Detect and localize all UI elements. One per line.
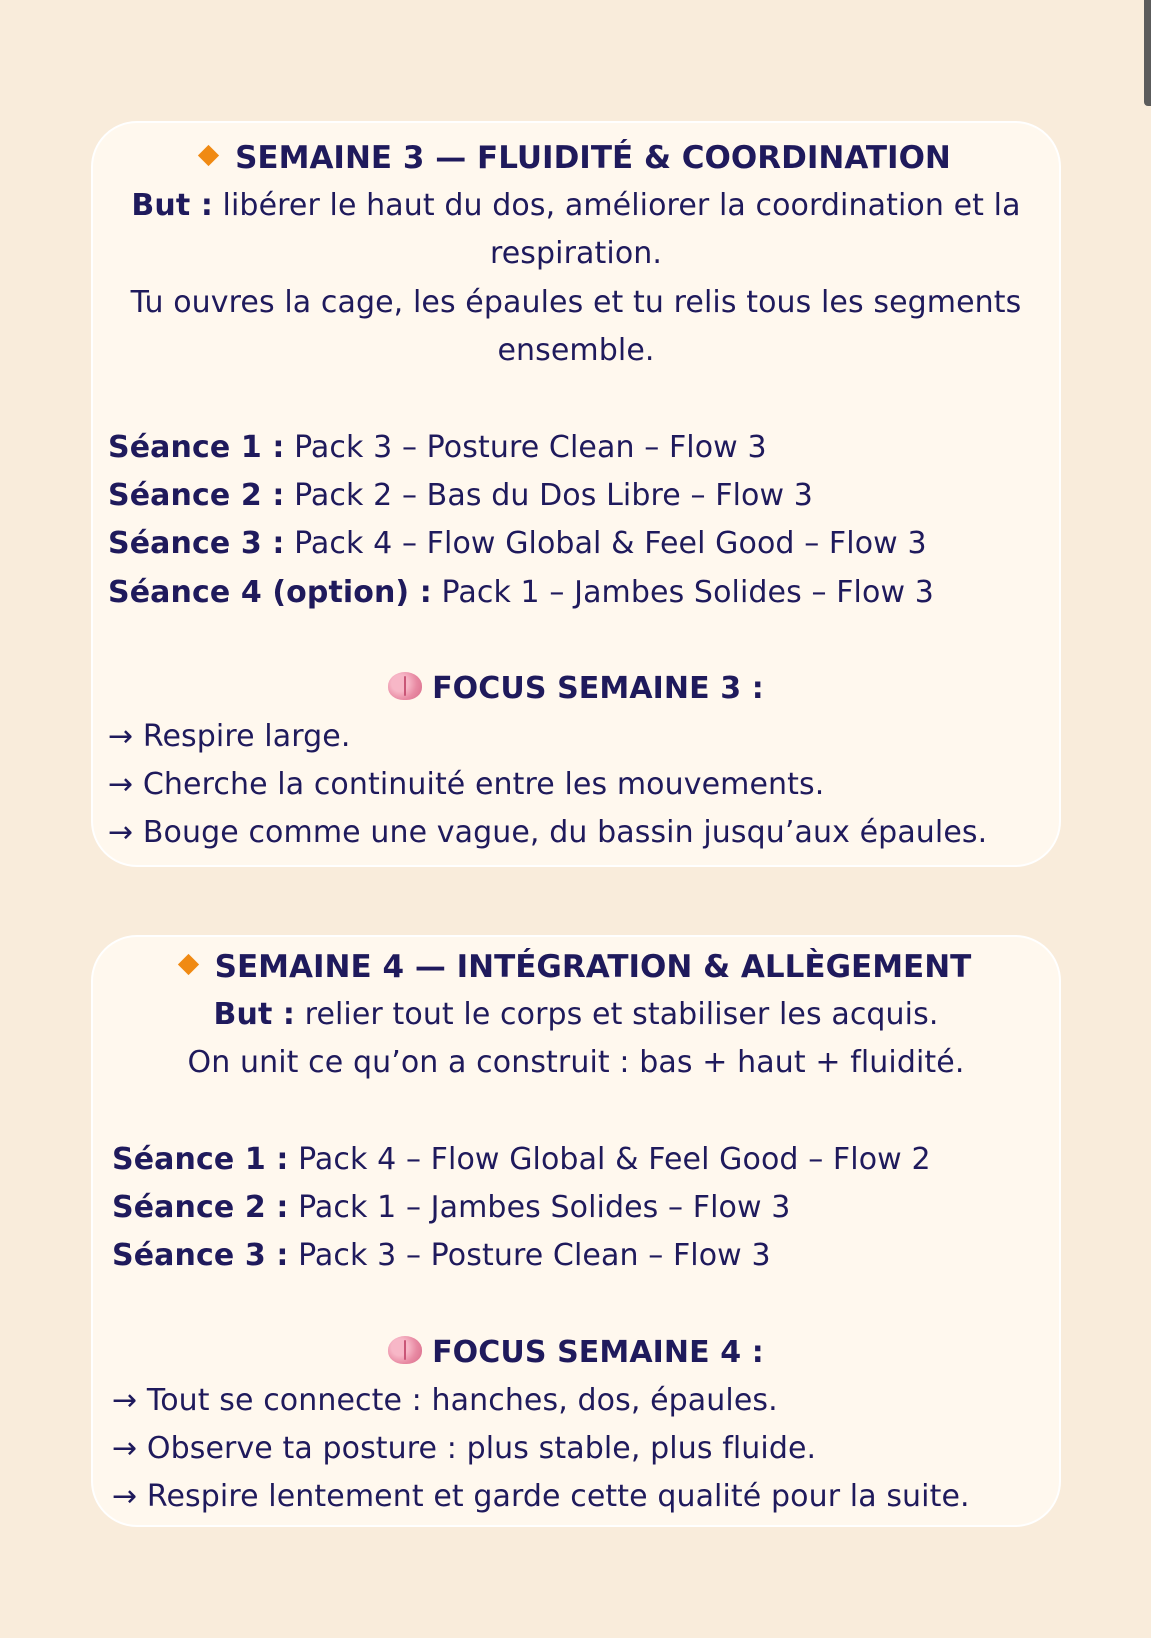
session-text: Pack 1 – Jambes Solides – Flow 3: [431, 575, 934, 610]
week-3-goal-continued: respiration.: [489, 236, 663, 271]
brain-icon: [388, 1336, 422, 1364]
session-item: [93, 472, 1059, 520]
session-item: [93, 1184, 1059, 1232]
focus-item: → Bouge comme une vague, du bassin jusqu’aux épaules.: [108, 815, 988, 850]
focus-item: → Cherche la continuité entre les mouvements.: [108, 767, 825, 802]
session-text: Pack 4 – Flow Global & Feel Good – Flow 3: [284, 526, 927, 561]
diamond-icon: [198, 145, 219, 166]
brain-icon: [388, 672, 422, 700]
week-3-focus-title: FOCUS SEMAINE 3 :: [93, 665, 1059, 713]
diamond-icon: [178, 954, 199, 975]
session-text: Pack 4 – Flow Global & Feel Good – Flow 2: [288, 1142, 931, 1177]
focus-item: → Tout se connecte : hanches, dos, épaules.: [112, 1383, 778, 1418]
goal-label: But :: [213, 997, 296, 1032]
week-4-title: SEMAINE 4 — INTÉGRATION & ALLÈGEMENT: [93, 943, 1059, 991]
week-3-intro-continued: ensemble.: [497, 333, 655, 368]
session-item: [93, 520, 1059, 568]
session-item: [93, 1136, 1059, 1184]
goal-text: relier tout le corps et stabiliser les acquis.: [295, 997, 939, 1032]
focus-item: → Respire lentement et garde cette qualité pour la suite.: [112, 1479, 970, 1514]
focus-item: → Observe ta posture : plus stable, plus fluide.: [112, 1431, 817, 1466]
week-3-card: [91, 121, 1061, 867]
week-3-intro: Tu ouvres la cage, les épaules et tu relis tous les segments: [130, 285, 1022, 320]
goal-text: libérer le haut du dos, améliorer la coordination et la: [212, 188, 1021, 223]
session-label: Séance 3 :: [112, 1238, 289, 1273]
session-label: Séance 1 :: [112, 1142, 289, 1177]
session-text: Pack 3 – Posture Clean – Flow 3: [284, 430, 767, 465]
session-item: [93, 1232, 1059, 1280]
session-text: Pack 2 – Bas du Dos Libre – Flow 3: [284, 478, 813, 513]
session-label: Séance 2 :: [112, 1190, 289, 1225]
goal-label: But :: [131, 188, 213, 223]
session-item: [93, 424, 1059, 472]
session-label: Séance 3 :: [108, 526, 285, 561]
session-label: Séance 4 (option) :: [108, 575, 432, 610]
focus-item: → Respire large.: [108, 719, 351, 754]
session-label: Séance 2 :: [108, 478, 285, 513]
scrollbar-thumb[interactable]: [1144, 0, 1151, 106]
session-text: Pack 3 – Posture Clean – Flow 3: [288, 1238, 771, 1273]
session-label: Séance 1 :: [108, 430, 285, 465]
week-4-focus-title: FOCUS SEMAINE 4 :: [93, 1329, 1059, 1377]
week-3-title: SEMAINE 3 — FLUIDITÉ & COORDINATION: [93, 134, 1059, 182]
week-4-goal: [93, 991, 1059, 1039]
session-text: Pack 1 – Jambes Solides – Flow 3: [288, 1190, 791, 1225]
week-4-card: [91, 935, 1061, 1527]
week-3-goal: [93, 182, 1059, 230]
week-4-intro: On unit ce qu’on a construit : bas + haut + fluidité.: [187, 1045, 965, 1080]
session-item: [93, 569, 1059, 617]
